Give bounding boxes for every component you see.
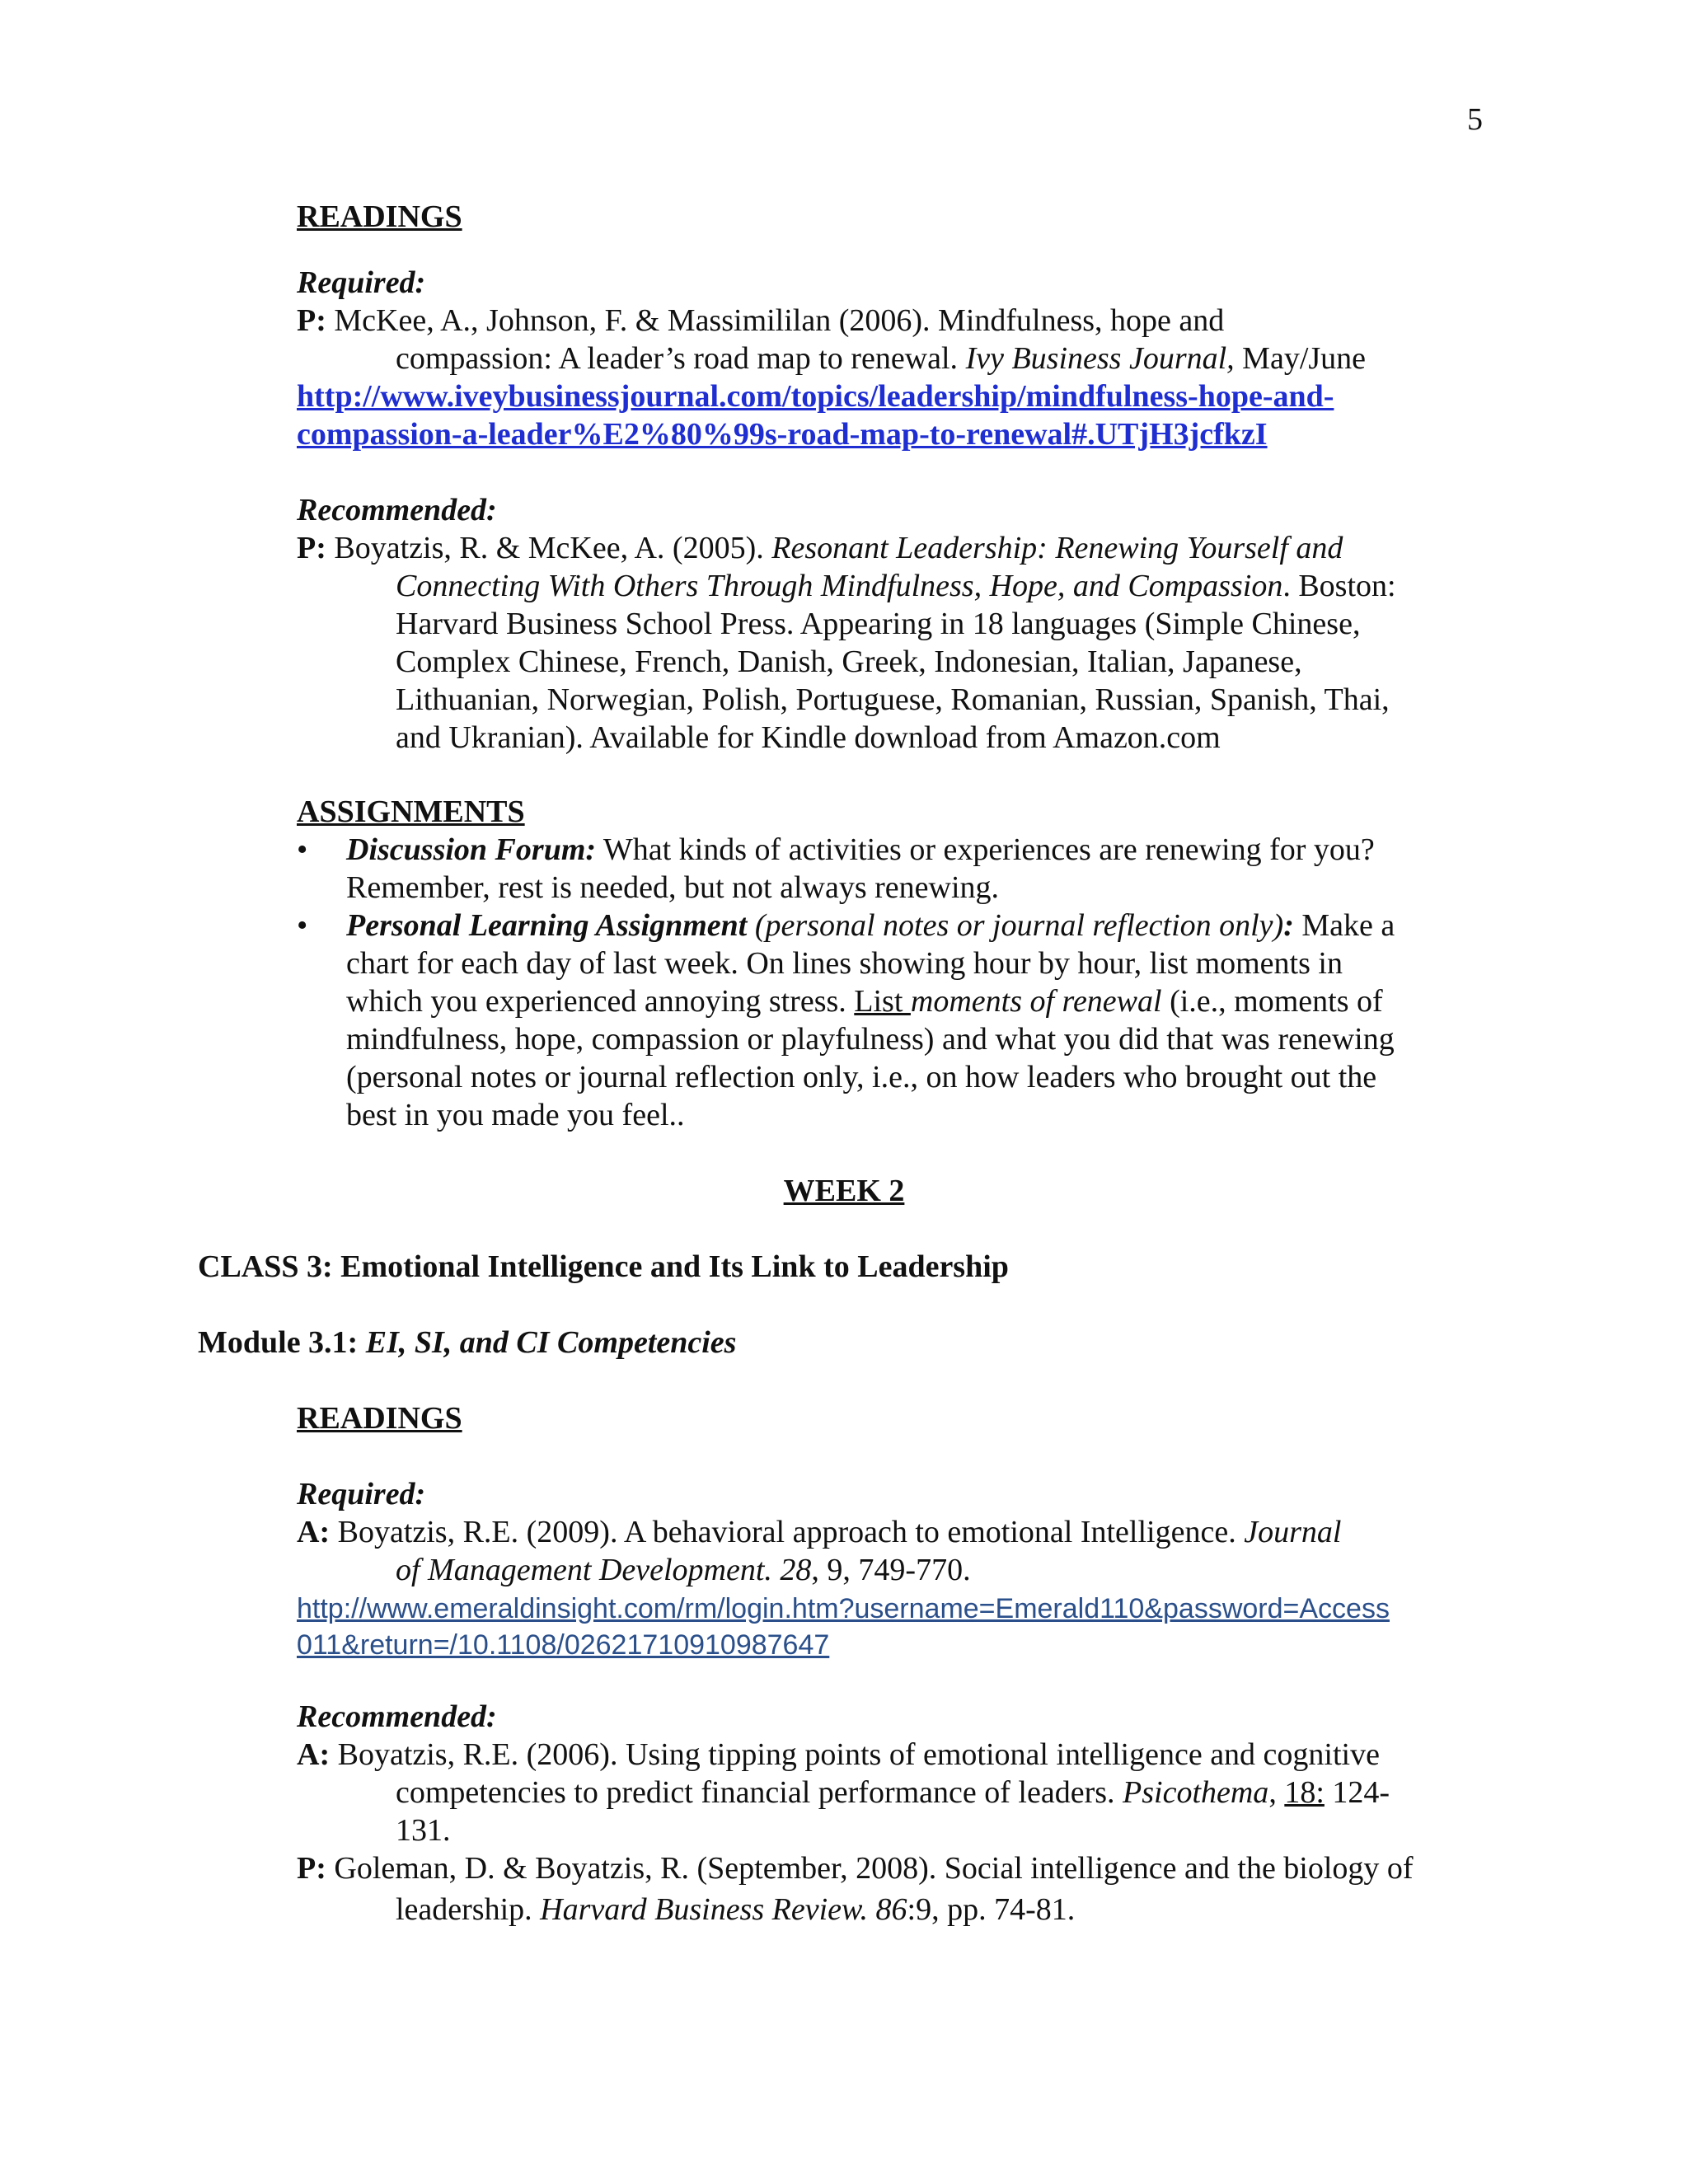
reference-link[interactable]: http://www.iveybusinessjournal.com/topics/leadership/mindfulness-hope-and- bbox=[297, 379, 1334, 414]
recommended-reference-line: Complex Chinese, French, Danish, Greek, Indonesian, Italian, Japanese, bbox=[396, 644, 1302, 679]
readings-heading: READINGS bbox=[297, 199, 462, 234]
assignment-line: Discussion Forum: What kinds of activities or experiences are renewing for you? bbox=[346, 832, 1375, 867]
assignment-line: mindfulness, hope, compassion or playfulness) and what you did that was renewing bbox=[346, 1022, 1395, 1057]
recommended-label: Recommended: bbox=[297, 1699, 497, 1734]
reference-link[interactable]: http://www.emeraldinsight.com/rm/login.htm?username=Emerald110&password=Access bbox=[297, 1593, 1390, 1624]
required-label: Required: bbox=[297, 265, 426, 300]
recommended-reference-line: Lithuanian, Norwegian, Polish, Portuguese, Romanian, Russian, Spanish, Thai, bbox=[396, 682, 1390, 717]
assignment-line: best in you made you feel.. bbox=[346, 1098, 685, 1132]
recommended-reference-line: and Ukranian). Available for Kindle download from Amazon.com bbox=[396, 720, 1221, 755]
bullet-icon: • bbox=[297, 832, 308, 867]
required-reference-line: of Management Development. 28, 9, 749-770. bbox=[396, 1553, 971, 1587]
assignment-line: Personal Learning Assignment (personal notes or journal reflection only): Make a bbox=[346, 908, 1395, 943]
recommended-reference-line: Harvard Business School Press. Appearing in 18 languages (Simple Chinese, bbox=[396, 607, 1361, 641]
required-label: Required: bbox=[297, 1477, 426, 1511]
reference-link[interactable]: compassion-a-leader%E2%80%99s-road-map-to-renewal#.UTjH3jcfkzI bbox=[297, 417, 1268, 452]
recommended-reference-line: leadership. Harvard Business Review. 86:9, pp. 74-81. bbox=[396, 1892, 1076, 1927]
required-reference-line: compassion: A leader’s road map to renewal. Ivy Business Journal, May/June bbox=[396, 341, 1367, 376]
reference-link[interactable]: 011&return=/10.1108/02621710910987647 bbox=[297, 1629, 830, 1661]
assignment-line: (personal notes or journal reflection only, i.e., on how leaders who brought out the bbox=[346, 1060, 1377, 1094]
recommended-reference-line: Connecting With Others Through Mindfulness, Hope, and Compassion. Boston: bbox=[396, 569, 1396, 603]
class-title: CLASS 3: Emotional Intelligence and Its Link to Leadership bbox=[198, 1249, 1009, 1284]
recommended-reference-line: A: Boyatzis, R.E. (2006). Using tipping points of emotional intelligence and cognitive bbox=[297, 1737, 1380, 1772]
assignment-line: Remember, rest is needed, but not always renewing. bbox=[346, 870, 1000, 905]
assignment-line: which you experienced annoying stress. List moments of renewal (i.e., moments of bbox=[346, 984, 1383, 1019]
week-heading: WEEK 2 bbox=[783, 1174, 905, 1208]
module-title: Module 3.1: EI, SI, and CI Competencies bbox=[198, 1325, 737, 1360]
assignments-heading: ASSIGNMENTS bbox=[297, 794, 525, 829]
recommended-reference-line: competencies to predict financial performance of leaders. Psicothema, 18: 124- bbox=[396, 1775, 1390, 1810]
recommended-reference-line: P: Goleman, D. & Boyatzis, R. (September, 2008). Social intelligence and the biology of bbox=[297, 1851, 1414, 1886]
recommended-label: Recommended: bbox=[297, 493, 497, 527]
recommended-reference-line: P: Boyatzis, R. & McKee, A. (2005). Resonant Leadership: Renewing Yourself and bbox=[297, 531, 1343, 565]
assignment-line: chart for each day of last week. On lines showing hour by hour, list moments in bbox=[346, 946, 1343, 981]
required-reference-line: P: McKee, A., Johnson, F. & Massimililan (2006). Mindfulness, hope and bbox=[297, 303, 1225, 338]
recommended-reference-line: 131. bbox=[396, 1813, 451, 1848]
bullet-icon: • bbox=[297, 908, 308, 943]
readings-heading: READINGS bbox=[297, 1401, 462, 1436]
required-reference-line: A: Boyatzis, R.E. (2009). A behavioral approach to emotional Intelligence. Journal bbox=[297, 1515, 1342, 1549]
page-number: 5 bbox=[1467, 102, 1483, 137]
